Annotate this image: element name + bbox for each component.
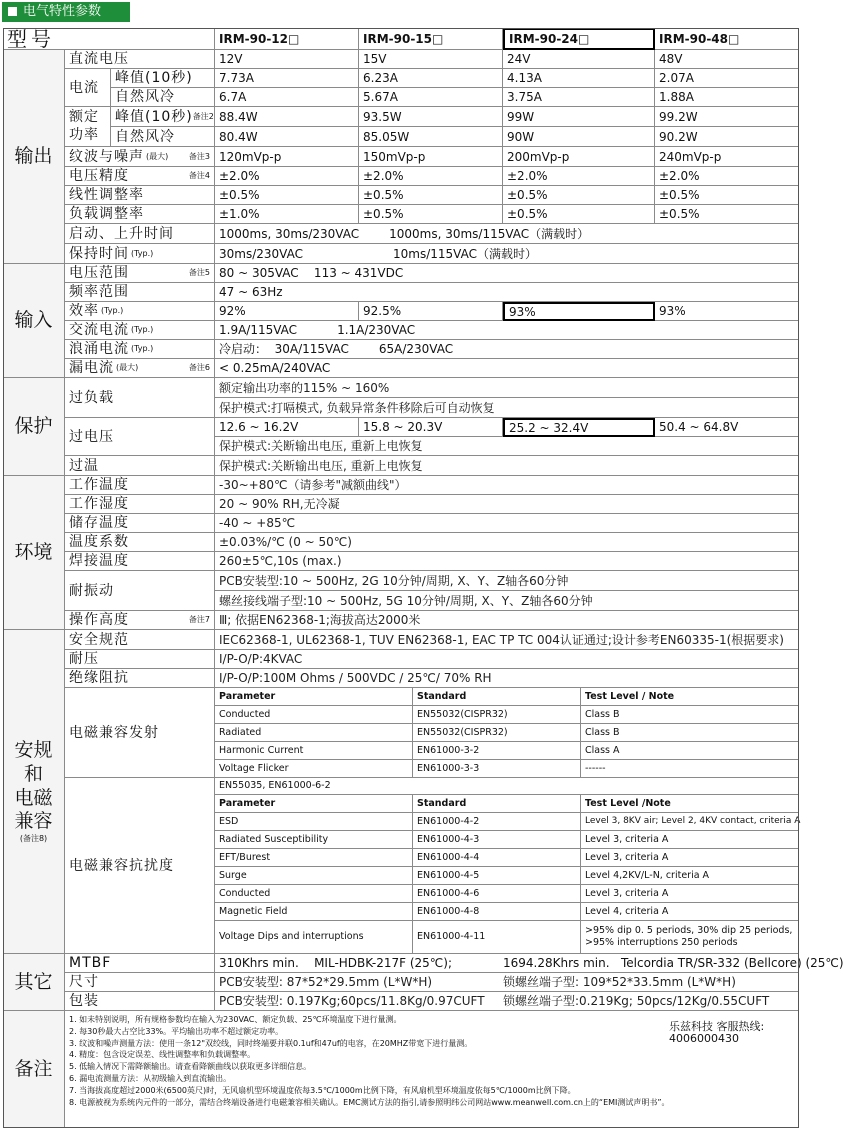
label-humidity: 工作湿度 [65, 495, 215, 514]
emi-header-level: Test Level / Note [581, 688, 799, 706]
note-item: 5. 低输入情况下需降额输出。请查看降额曲线以获取更多详细信息。 [69, 1062, 312, 1072]
hotline-text: 乐兹科技 客服热线: 4006000430 [669, 1020, 765, 1045]
table-cell: Level 3, criteria A [581, 849, 799, 867]
value-vibration-screw: 螺丝接线端子型:10 ~ 500Hz, 5G 10分钟/周期, X、Y、Z轴各60分钟 [215, 591, 799, 611]
label-dims: 尺寸 [65, 973, 215, 992]
value: 1.88A [655, 88, 799, 107]
note-item: 4. 精度：包含设定误差、线性调整率和负载调整率。 [69, 1050, 256, 1060]
table-cell: Harmonic Current [215, 742, 413, 760]
table-cell: Surge [215, 867, 413, 885]
table-cell: Level 3, 8KV air; Level 2, 4KV contact, criteria A [581, 813, 799, 831]
table-cell: >95% dip 0. 5 periods, 30% dip 25 periods, >95% interruptions 250 periods [581, 921, 799, 954]
value: 120mVp-p [215, 147, 359, 167]
section-environment: 环境 [3, 476, 65, 630]
ems-header-param: Parameter [215, 795, 413, 813]
label-freq: 频率范围 [65, 283, 215, 302]
value: 90.2W [655, 127, 799, 147]
table-cell: EN55032(CISPR32) [413, 724, 581, 742]
table-cell: Conducted [215, 885, 413, 903]
value: 88.4W [215, 107, 359, 127]
emi-header-standard: Standard [413, 688, 581, 706]
note-item: 8. 电源被视为系统内元件的一部分，需结合终端设备进行电磁兼容相关确认。EMC测试方法的指引,请参照明纬公司网站www.meanwell.com.cn上的“EMI测试声明书”。 [69, 1097, 670, 1107]
value: 93% [655, 302, 799, 321]
section-output: 输出 [3, 50, 65, 264]
model-24: IRM-90-24□ [503, 28, 655, 50]
table-cell: Level 3, criteria A [581, 885, 799, 903]
table-cell: Level 4, criteria A [581, 903, 799, 921]
label-work-temp: 工作温度 [65, 476, 215, 495]
note-item: 3. 纹波和噪声测量方法：使用一条12"双绞线，同时终端要并联0.1uf和47uf的电容，在20MHZ带宽下进行量测。 [69, 1038, 473, 1048]
section-protection: 保护 [3, 378, 65, 476]
value: 50.4 ~ 64.8V [655, 418, 799, 437]
label-current-peak: 峰值(10秒) [111, 69, 215, 88]
section-input: 输入 [3, 264, 65, 378]
table-cell: Voltage Dips and interruptions [215, 921, 413, 954]
value: 99W [503, 107, 655, 127]
value-ac-current: 1.9A/115VAC 1.1A/230VAC [215, 321, 799, 340]
note-item: 1. 如未特别说明，所有规格参数均在输入为230VAC、额定负载、25℃环境温度下进行量测。 [69, 1015, 402, 1024]
spec-table [3, 26, 844, 1128]
table-cell: Radiated Susceptibility [215, 831, 413, 849]
label-setup: 启动、上升时间 [65, 224, 215, 244]
model-15: IRM-90-15□ [359, 28, 503, 50]
value: 93% [503, 302, 655, 321]
value: 15.8 ~ 20.3V [359, 418, 503, 437]
label-current: 电流 [65, 69, 111, 107]
table-cell: EN61000-4-3 [413, 831, 581, 849]
label-v-range: 电压范围 备注5 [65, 264, 215, 283]
label-vibration: 耐振动 [65, 571, 215, 611]
value: 48V [655, 50, 799, 69]
value-inrush: 冷启动： 30A/115VAC 65A/230VAC [215, 340, 799, 359]
value-altitude: Ⅲ; 依据EN62368-1;海拔高达2000米 [215, 611, 799, 630]
label-ripple: 纹波与噪声 (最大) 备注3 [65, 147, 215, 167]
notes-list [65, 1011, 799, 1128]
label-altitude: 操作高度 备注7 [65, 611, 215, 630]
table-cell: Class B [581, 724, 799, 742]
value-mtbf: 310Khrs min. MIL-HDBK-217F (25℃); 1694.28Khrs min. Telcordia TR/SR-332 (Bellcore) (25℃) [215, 954, 799, 973]
label-line-reg: 线性调整率 [65, 186, 215, 205]
table-cell: Magnetic Field [215, 903, 413, 921]
value: 240mVp-p [655, 147, 799, 167]
value-packing: PCB安装型: 0.197Kg;60pcs/11.8Kg/0.97CUFT 锁螺丝端子型:0.219Kg; 50pcs/12Kg/0.55CUFT [215, 992, 799, 1011]
value-isolation: I/P-O/P:100M Ohms / 500VDC / 25℃/ 70% RH [215, 669, 799, 688]
value-hold: 30ms/230VAC 10ms/115VAC（满载时） [215, 244, 799, 264]
label-leak: 漏电流 (最大) 备注6 [65, 359, 215, 378]
note-item: 2. 每30秒最大占空比33%。平均输出功率不超过额定功率。 [69, 1026, 284, 1036]
value-solder: 260±5℃,10s (max.) [215, 552, 799, 571]
label-temp-coef: 温度系数 [65, 533, 215, 552]
value: ±0.5% [359, 205, 503, 224]
value: 7.73A [215, 69, 359, 88]
value: ±2.0% [359, 167, 503, 186]
label-inrush: 浪涌电流 (Typ.) [65, 340, 215, 359]
value-v-range: 80 ~ 305VAC 113 ~ 431VDC [215, 264, 799, 283]
label-withstand: 耐压 [65, 650, 215, 669]
value: 80.4W [215, 127, 359, 147]
value-freq: 47 ~ 63Hz [215, 283, 799, 302]
value-withstand: I/P-O/P:4KVAC [215, 650, 799, 669]
value: ±0.5% [503, 186, 655, 205]
table-cell: Class B [581, 706, 799, 724]
value: ±0.5% [503, 205, 655, 224]
value: 6.23A [359, 69, 503, 88]
value: ±0.5% [655, 205, 799, 224]
table-cell: ESD [215, 813, 413, 831]
table-cell: ------ [581, 760, 799, 778]
label-power-natural: 自然风冷 [111, 127, 215, 147]
section-other: 其它 [3, 954, 65, 1011]
label-eff: 效率 (Typ.) [65, 302, 215, 321]
label-power: 额定 功率 [65, 107, 111, 147]
label-power-peak: 峰值(10秒) 备注2 [111, 107, 215, 127]
value: ±0.5% [215, 186, 359, 205]
label-standards: 安全规范 [65, 630, 215, 650]
label-overvoltage: 过电压 [65, 418, 215, 456]
value: 15V [359, 50, 503, 69]
value-overtemp: 保护模式:关断输出电压, 重新上电恢复 [215, 456, 799, 476]
value-setup: 1000ms, 30ms/230VAC 1000ms, 30ms/115VAC（满载时） [215, 224, 799, 244]
table-cell: EN61000-3-2 [413, 742, 581, 760]
value-temp-coef: ±0.03%/℃ (0 ~ 50℃) [215, 533, 799, 552]
value: 12.6 ~ 16.2V [215, 418, 359, 437]
value: 12V [215, 50, 359, 69]
label-load-reg: 负载调整率 [65, 205, 215, 224]
table-cell: Radiated [215, 724, 413, 742]
note-item: 7. 当海拔高度超过2000米(6500英尺)时，无风扇机型环境温度依每3.5℃/1000m比例下降，有风扇机型环境温度依每5℃/1000m比例下降。 [69, 1085, 576, 1095]
label-overload: 过负载 [65, 378, 215, 418]
value: 24V [503, 50, 655, 69]
table-cell: EN61000-4-5 [413, 867, 581, 885]
table-cell: EN61000-4-8 [413, 903, 581, 921]
value: 99.2W [655, 107, 799, 127]
ems-intro: EN55035, EN61000-6-2 [215, 778, 799, 795]
section-safety-emc: 安规和 电磁 兼容 (备注8) [3, 630, 65, 954]
table-cell: Voltage Flicker [215, 760, 413, 778]
value: ±1.0% [215, 205, 359, 224]
label-hold: 保持时间 (Typ.) [65, 244, 215, 264]
value: 3.75A [503, 88, 655, 107]
value: 85.05W [359, 127, 503, 147]
value-overload-mode: 保护模式:打嗝模式, 负载异常条件移除后可自动恢复 [215, 398, 799, 418]
table-cell: EN61000-3-3 [413, 760, 581, 778]
label-ems: 电磁兼容抗扰度 [65, 778, 215, 954]
label-overtemp: 过温 [65, 456, 215, 476]
table-cell: Class A [581, 742, 799, 760]
value-vibration-pcb: PCB安装型:10 ~ 500Hz, 2G 10分钟/周期, X、Y、Z轴各60分钟 [215, 571, 799, 591]
value: 93.5W [359, 107, 503, 127]
section-notes: 备注 [3, 1011, 65, 1128]
value-storage: -40 ~ +85℃ [215, 514, 799, 533]
label-packing: 包装 [65, 992, 215, 1011]
label-storage: 储存温度 [65, 514, 215, 533]
value: 92% [215, 302, 359, 321]
value: ±2.0% [503, 167, 655, 186]
value-humidity: 20 ~ 90% RH,无冷凝 [215, 495, 799, 514]
value: 6.7A [215, 88, 359, 107]
value: ±0.5% [655, 186, 799, 205]
value-dims: PCB安装型: 87*52*29.5mm (L*W*H) 锁螺丝端子型: 109*52*33.5mm (L*W*H) [215, 973, 799, 992]
table-cell: Level 3, criteria A [581, 831, 799, 849]
table-cell: EN61000-4-4 [413, 849, 581, 867]
ems-header-standard: Standard [413, 795, 581, 813]
value-standards: IEC62368-1, UL62368-1, TUV EN62368-1, EAC TP TC 004认证通过;设计参考EN60335-1(根据要求) [215, 630, 799, 650]
value: 4.13A [503, 69, 655, 88]
table-cell: EN55032(CISPR32) [413, 706, 581, 724]
value-overvoltage-mode: 保护模式:关断输出电压, 重新上电恢复 [215, 437, 799, 456]
table-cell: Level 4,2KV/L-N, criteria A [581, 867, 799, 885]
value: 90W [503, 127, 655, 147]
table-cell: Conducted [215, 706, 413, 724]
value-leak: < 0.25mA/240VAC [215, 359, 799, 378]
table-cell: EN61000-4-6 [413, 885, 581, 903]
value-work-temp: -30~+80℃（请参考"减额曲线"） [215, 476, 799, 495]
value: 92.5% [359, 302, 503, 321]
square-icon [8, 7, 17, 16]
table-cell: EN61000-4-11 [413, 921, 581, 954]
ems-header-level: Test Level /Note [581, 795, 799, 813]
label-mtbf: MTBF [65, 954, 215, 973]
label-current-natural: 自然风冷 [111, 88, 215, 107]
model-48: IRM-90-48□ [655, 28, 799, 50]
table-cell: EFT/Burest [215, 849, 413, 867]
section-header: 电气特性参数 [2, 2, 130, 22]
model-label: 型号 [3, 28, 215, 50]
label-ac-current: 交流电流 (Typ.) [65, 321, 215, 340]
label-dc-voltage: 直流电压 [65, 50, 215, 69]
value: 5.67A [359, 88, 503, 107]
table-cell: EN61000-4-2 [413, 813, 581, 831]
value: 200mVp-p [503, 147, 655, 167]
value: ±0.5% [359, 186, 503, 205]
note-item: 6. 漏电流测量方法：从初级输入到直流输出。 [69, 1073, 232, 1083]
value: 25.2 ~ 32.4V [503, 418, 655, 437]
label-v-accuracy: 电压精度 备注4 [65, 167, 215, 186]
value: 150mVp-p [359, 147, 503, 167]
label-isolation: 绝缘阻抗 [65, 669, 215, 688]
value: 2.07A [655, 69, 799, 88]
model-12: IRM-90-12□ [215, 28, 359, 50]
emi-header-param: Parameter [215, 688, 413, 706]
label-solder: 焊接温度 [65, 552, 215, 571]
value: ±2.0% [215, 167, 359, 186]
value-overload: 额定输出功率的115% ~ 160% [215, 378, 799, 398]
value: ±2.0% [655, 167, 799, 186]
label-emi: 电磁兼容发射 [65, 688, 215, 778]
